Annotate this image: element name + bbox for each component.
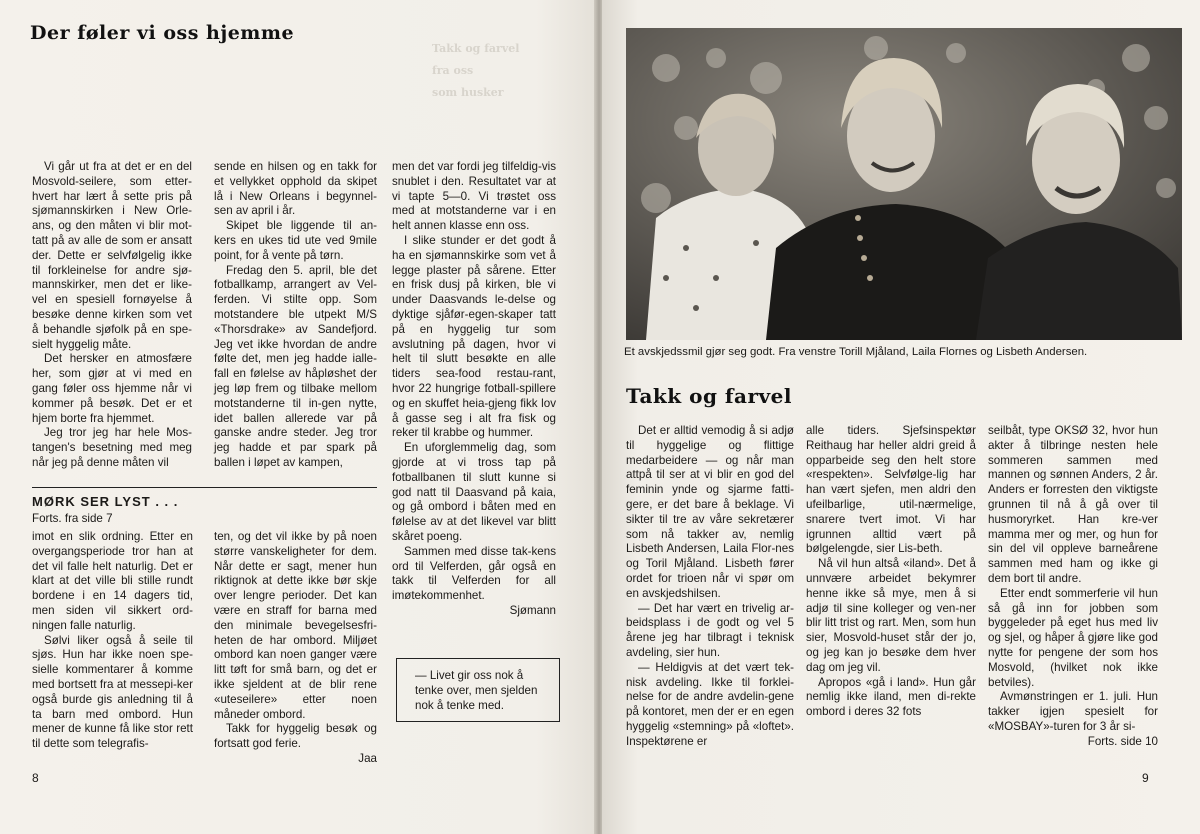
paragraph: Det er alltid vemodig å si adjø til hyggelige og flittige medarbeidere — og når man attpå til ser at vi blir en god del feminin ynde og sjarme fatti-gere, er det bare å beklage. Vi sikter til tre av våre sekretærer som nå takker av, nemlig Lisbeth Andersen, Laila Flor-nes og Toril Mjåland. Lisbeth fører ordet for trioen når vi spør om en avskjedshilsen.: [626, 424, 794, 600]
page-number: 9: [1142, 771, 1149, 785]
paragraph: ten, og det vil ikke by på noen større vanskeligheter for dem. Når dette er sagt, mener hun riktignok at dette ikke bør skje over lengre perioder. Det kan være en straff for barna med den minimale bevegelsesfri-heten de har ombord. Miljøet ombord kan noen ganger være litt tøft for små barn, og det er ikke sjeldent at de blir rene «uteseilere» etter noen måneder ombord.: [214, 530, 377, 721]
continued-column-1: [32, 530, 193, 752]
section-divider: [32, 487, 377, 488]
continuation-note: Forts. fra side 7: [32, 512, 113, 525]
author-signature: Jaa: [358, 751, 377, 765]
article-column-1: [32, 160, 192, 471]
paragraph: Fredag den 5. april, ble det fotballkamp, arrangert av Vel-ferden. Vi stilte opp. Som motstandere ble utpekt M/S «Thorsdrake» av Sandefjord. Jeg vet ikke hvordan de andre følte det, men jeg hadde ialle-fall en følelse av håpløshet der jeg løp frem og tilbake mellom motstanderne til in-gen nytte, idet ballen allerede var på ganske andre steder. Jeg tror jeg hadde et par spark på ballen i løpet av kampen,: [214, 263, 377, 469]
paragraph: En uforglemmelig dag, som gjorde at vi tross tap på fotballbanen til slutt kunne si god natt til Daasvand på kaia, og gå ombord i båten med en følelse av at det likevel var blitt skåret poeng.: [392, 441, 556, 543]
paragraph: seilbåt, type OKSØ 32, hvor hun akter å tilbringe nesten hele sommeren sammen med mannen og sønnen Anders, 2 år. Anders er forresten den viktigste grunnen til nå å gå over til husmoryrket. Han kre-ver mamma mer og mer, og hun for sin del vil oppleve barneårene sammen med ham og ikke gi dem bort til andre.: [988, 424, 1158, 585]
paragraph: Etter endt sommerferie vil hun så gå inn for jobben som byggeleder på eget hus med liv og sjel, og håper å gjøre like god nytte for pengene der som hos Mosvold, (hvilket nok ikke betviles).: [988, 586, 1158, 689]
continued-column-2: [214, 530, 377, 767]
paragraph: I slike stunder er det godt å ha en sjømannskirke som vet å legge plaster på sårene. Etter en frisk dusj på kirken, ble vi under Daasvands le-delse og dyktige sjåfør-egen-skaper tatt på en hyggelig tur som avslutning på dagen, hvor vi helt til slutt besøkte en alle tiders sea-food restau-rant, hvor 22 hungrige fotball-spillere og en skuffet heia-gjeng fikk lov å gasse seg i alt fra fisk og reker til krabbe og hummer.: [392, 233, 556, 440]
article-column-2: [806, 424, 976, 720]
bleed-through-text: Takk og farvel fra oss som husker: [432, 42, 520, 99]
paragraph: Sølvi liker også å seile til sjøs. Hun har ikke noen spe-sielle kommentarer å komme med bortsett fra at messepi-ker også burde gis anledning til å ta barn med ombord. Hun mener de kunne få like stor rett til dette som telegrafis-: [32, 633, 193, 751]
page-number: 8: [32, 771, 39, 785]
quote-box: [396, 658, 560, 722]
article-headline: Der føler vi oss hjemme: [30, 22, 295, 44]
paragraph: Skipet ble liggende til an-kers en ukes tid ute ved 9mile point, for å vente på tørn.: [214, 219, 377, 262]
section-heading: MØRK SER LYST . . .: [32, 494, 179, 509]
paragraph: imot en slik ordning. Etter en overgangsperiode tror han at det vil falle helt naturlig. Det er klart at det ville bli stille rundt bordene i en 14 dagers tid, men siden vil sikkert ord-ningen falle naturlig.: [32, 530, 193, 632]
paragraph: Takk for hyggelig besøk og fortsatt god ferie.: [214, 722, 377, 751]
paragraph: Apropos «gå i land». Hun går nemlig ikke iland, men di-rekte ombord i deres 32 fots: [806, 675, 976, 719]
paragraph: men det var fordi jeg tilfeldig-vis snublet i den. Resultatet var at vi tapte 5—0. Vi trøstet oss med at motstanderne var i en helt annen klasse enn oss.: [392, 160, 556, 233]
article-column-3: [392, 160, 556, 619]
author-signature: Sjømann: [509, 603, 556, 617]
paragraph: Vi går ut fra at det er en del Mosvold-seilere, som etter-hvert har lært å sette pris på sjømannskirken i New Orle-ans, og den måten vi blir mot-tatt på av alle de som er ansatt der. Dette er selvfølgelig ikke til forkleinelse for andre sjø-mannskirker, men det er like-vel en spesiell fornøyelse å besøke denne kirken som vet å behandle sjøfolk på en spe-sielt hyggelig måte.: [32, 160, 192, 351]
group-photo: [626, 28, 1182, 340]
photo-caption: Et avskjedssmil gjør seg godt. Fra venstre Torill Mjåland, Laila Flornes og Lisbeth Andersen.: [624, 346, 1088, 358]
paragraph: Det hersker en atmosfære her, som gjør at vi med en gang føler oss hjemme når vi kommer på besøk. Det er et hjem borte fra hjemmet.: [32, 352, 192, 425]
paragraph: sende en hilsen og en takk for et vellykket opphold da skipet lå i New Orleans i begynnel-sen av april i år.: [214, 160, 377, 218]
paragraph: Sammen med disse tak-kens ord til Velferden, går også en takk til Velferden for all imøtekommenhet.: [392, 544, 556, 603]
article-headline: Takk og farvel: [626, 384, 792, 408]
paragraph: — Heldigvis at det vært tek-nisk avdeling. Ikke til forklei-nelse for de andre avdelin-gene på kontoret, men der er en egen hyggelig «stemning» på «loftet». Inspektørene er: [626, 660, 794, 748]
paragraph: — Det har vært en trivelig ar-beidsplass i de godt og vel 5 årene jeg har tilbragt i teknisk avdeling, sier hun.: [626, 601, 794, 659]
photo-illustration: [626, 28, 1182, 340]
article-column-2: [214, 160, 377, 471]
paragraph: Jeg tror jeg har hele Mos-tangen's besetning med meg når jeg på denne måten vil: [32, 426, 192, 469]
article-column-1: [626, 424, 794, 750]
left-page: [0, 0, 596, 834]
paragraph: alle tiders. Sjefsinspektør Reithaug har heller aldri greid å opparbeide seg den helt store «respekten». Selvfølge-lig har han vært sjefen, men aldri den ufeilbarlige, util-nærmelige, snarere tvert imot. Vi har igrunnen alltid vært på bølgelengde, sier Lis-beth.: [806, 424, 976, 556]
article-column-3: [988, 424, 1158, 750]
continuation-note: Forts. side 10: [1087, 734, 1158, 748]
right-page: [602, 0, 1200, 834]
paragraph: Avmønstringen er 1. juli. Hun takker igjen spesielt for «MOSBAY»-turen for 3 år si-: [988, 690, 1158, 733]
quote-text: — Livet gir oss nok å tenke over, men sjelden nok å tenke med.: [415, 669, 538, 712]
paragraph: Nå vil hun altså «iland». Det å unnvære arbeidet bekymrer henne ikke så mye, men å si adjø til sine kolleger og ven-ner blir litt trist og rart. Men, som hun sier, Mosvold-huset står der jo, og jeg kan jo besøke dem hver dag om jeg vil.: [806, 557, 976, 674]
